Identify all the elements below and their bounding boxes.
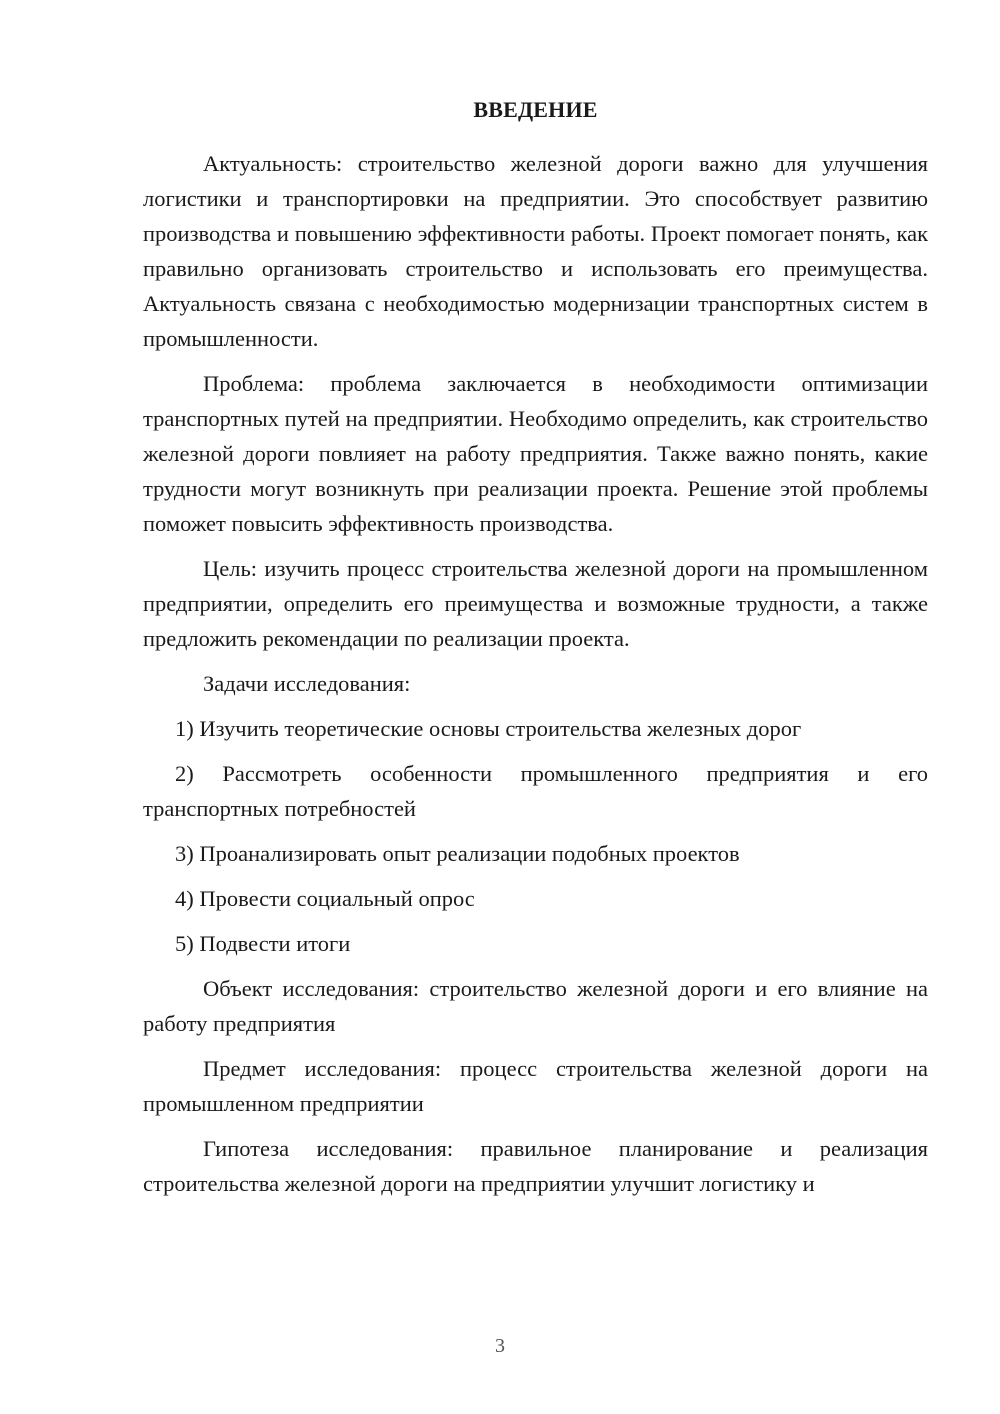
task-item-2: 2) Рассмотреть особенности промышленного предприятия и его транспортных потребностей	[143, 761, 928, 821]
tasks-heading: Задачи исследования:	[203, 671, 411, 696]
problem-paragraph: Проблема: проблема заключается в необходимости оптимизации транспортных путей на предприятии. Необходимо определить, как строительство железной дороги повлияет на работу предприятия. Также важно понять, какие трудности могут возникнуть при реализации проекта. Решение этой проблемы поможет повысить эффективность производства.	[143, 371, 928, 536]
page-number: 3	[495, 1335, 505, 1357]
section-title: ВВЕДЕНИЕ	[473, 97, 598, 122]
task-item-4: 4) Провести социальный опрос	[175, 886, 475, 911]
relevance-paragraph: Актуальность: строительство железной дороги важно для улучшения логистики и транспортировки на предприятии. Это способствует развитию производства и повышению эффективности работы. Проект помогает понять, как правильно организовать строительство и использовать его преимущества. Актуальность связана с необходимостью модернизации транспортных систем в промышленности.	[143, 151, 928, 351]
task-item-1: 1) Изучить теоретические основы строительства железных дорог	[175, 716, 802, 741]
task-item-5: 5) Подвести итоги	[175, 931, 351, 956]
hypothesis-paragraph: Гипотеза исследования: правильное планирование и реализация строительства железной дороги на предприятии улучшит логистику и	[143, 1136, 928, 1196]
subject-paragraph: Предмет исследования: процесс строительства железной дороги на промышленном предприятии	[143, 1056, 928, 1116]
page-content	[143, 96, 928, 1211]
task-item-3: 3) Проанализировать опыт реализации подобных проектов	[175, 841, 740, 866]
object-paragraph: Объект исследования: строительство железной дороги и его влияние на работу предприятия	[143, 976, 928, 1036]
goal-paragraph: Цель: изучить процесс строительства железной дороги на промышленном предприятии, определить его преимущества и возможные трудности, а также предложить рекомендации по реализации проекта.	[143, 556, 928, 651]
